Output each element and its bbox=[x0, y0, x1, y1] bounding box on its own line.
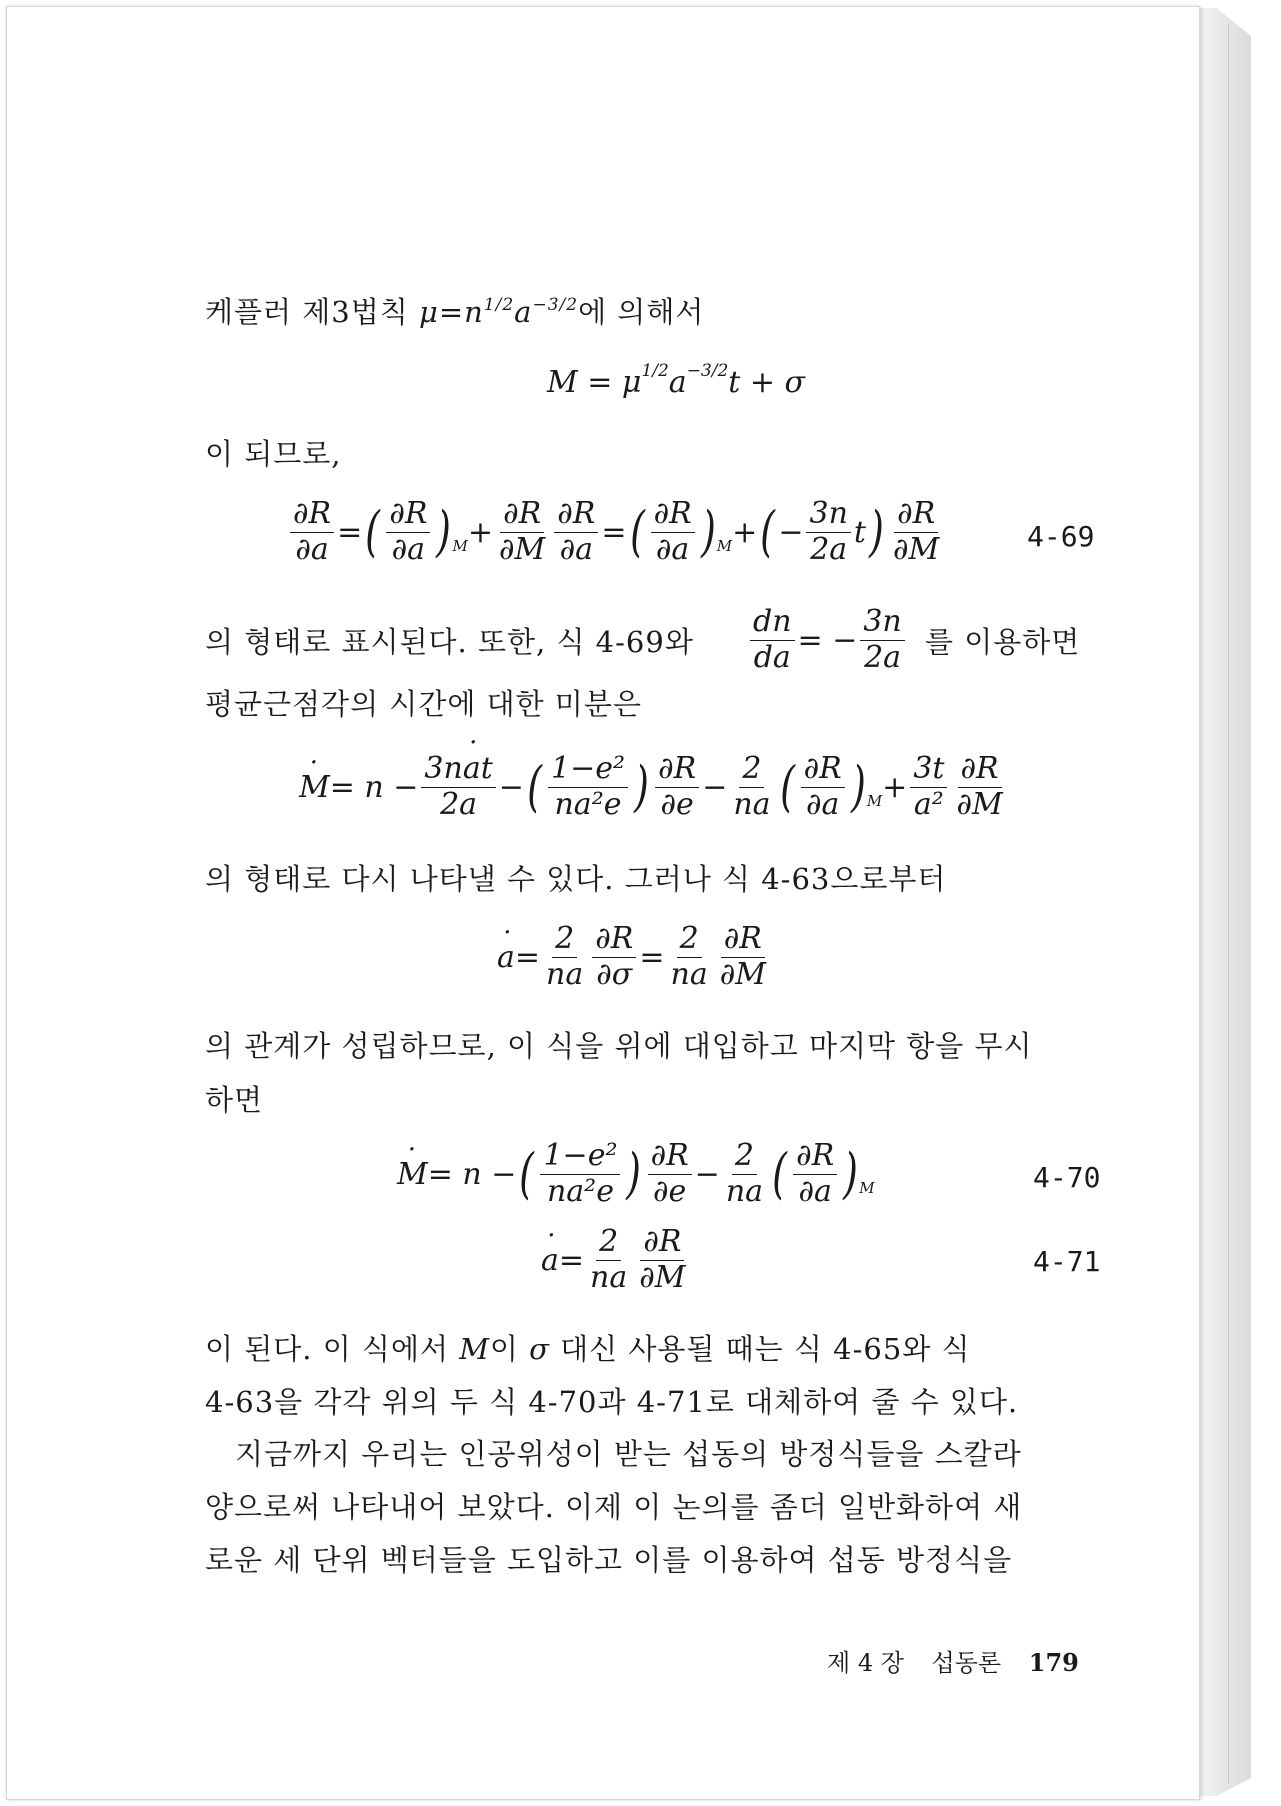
line-3-suffix: 를 이용하면 bbox=[925, 625, 1081, 659]
footer-chapter: 제 4 장 bbox=[827, 1649, 904, 1677]
equation-semimajor-rate: a · = $\frac{2}{na}$ $\frac{\partial R}{\partial\sigma}$ = $\frac{2}{na}$ $\frac{\partial R}{\partial M}$ bbox=[497, 922, 772, 992]
text-line-5: 의 형태로 다시 나타낼 수 있다. 그러나 식 4-63으로부터 bbox=[205, 862, 947, 896]
inline-math-kepler: $\mu=n^{1/2}a^{-3/2}$ bbox=[418, 295, 579, 329]
footer-title: 섭동론 bbox=[931, 1649, 1002, 1677]
page-edge-line bbox=[1228, 24, 1229, 1784]
equation-4-71: a · = $\frac{2}{na}$ $\frac{\partial R}{\partial M}$ bbox=[541, 1225, 691, 1295]
text-line-9: 4-63을 각각 위의 두 식 4-70과 4-71로 대체하여 줄 수 있다. bbox=[205, 1385, 1019, 1419]
text-line-2: 이 되므로, bbox=[205, 437, 342, 471]
equation-mean-anomaly-rate: M · = n − $\frac{3na \cdot t}{2a}$ − ( $\frac{\text{1−e²}}{\text{na²e}}$ ) $\frac{\partial R}{\partial e}$ − $\frac{2}{na}$ ( $\frac{\partial R}{\partial a}$ ) M + $\frac{3t}{\text{a²}}$ $\frac{\partial R}{\partial M}$ bbox=[299, 752, 1009, 822]
equation-mean-anomaly: M = μ 1/2 a −3/2 t + σ bbox=[547, 360, 806, 400]
line-8-suffix: 대신 사용될 때는 식 4-65와 식 bbox=[549, 1332, 971, 1366]
line-1-suffix: 에 의해서 bbox=[578, 295, 705, 329]
inline-symbol-sigma: σ bbox=[529, 1332, 550, 1366]
running-footer bbox=[827, 1643, 1079, 1678]
text-line-6: 의 관계가 성립하므로, 이 식을 위에 대입하고 마지막 항을 무시 bbox=[205, 1029, 1033, 1063]
line-8-mid: 이 bbox=[489, 1332, 530, 1366]
equation-4-70: M · = n − ( $\frac{\text{1−e²}}{\text{na²e}}$ ) $\frac{\partial R}{\partial e}$ − $\frac{2}{na}$ ( $\frac{\partial R}{\partial a}$ ) M bbox=[397, 1139, 875, 1209]
equation-4-69: $\frac{\partial R}{\partial a}$ = ( $\frac{\partial R}{\partial a}$ ) M + $\frac{\partial R}{\partial M}$ $\frac{\partial R}{\partial a}$ = ( $\frac{\partial R}{\partial a}$ ) M + ( − $\frac{3n}{2a}$ t ) $\frac{\partial R}{\partial M}$ bbox=[287, 497, 945, 567]
text-line-4: 평균근점각의 시간에 대한 미분은 bbox=[205, 687, 642, 721]
equation-number-4-69: 4-69 bbox=[1027, 520, 1095, 553]
inline-symbol-M: M bbox=[459, 1332, 490, 1366]
book-page bbox=[6, 6, 1200, 1800]
line-8-prefix: 이 된다. 이 식에서 bbox=[205, 1332, 460, 1366]
line-3-text: 의 형태로 표시된다. 또한, 식 4-69와 bbox=[205, 625, 694, 659]
text-line-7: 하면 bbox=[205, 1083, 264, 1117]
book-page-edges bbox=[1198, 8, 1251, 1796]
equation-number-4-70: 4-70 bbox=[1033, 1161, 1101, 1194]
text-line-11: 양으로써 나타내어 보았다. 이제 이 논의를 좀더 일반화하여 새 bbox=[205, 1490, 1023, 1524]
text-line-8 bbox=[205, 1327, 971, 1368]
inline-equation-dn-da: $\frac{dn}{da}$ = − $\frac{3n}{2a}$ bbox=[747, 605, 908, 675]
text-line-3 bbox=[205, 620, 694, 661]
line-1-prefix: 케플러 제3법칙 bbox=[205, 295, 419, 329]
text-line-12: 로운 세 단위 벡터들을 도입하고 이를 이용하여 섭동 방정식을 bbox=[205, 1543, 1013, 1577]
page-number: 179 bbox=[1028, 1648, 1079, 1677]
text-line-10: 지금까지 우리는 인공위성이 받는 섭동의 방정식들을 스칼라 bbox=[235, 1437, 1022, 1471]
equation-number-4-71: 4-71 bbox=[1033, 1245, 1101, 1278]
text-line-1 bbox=[205, 290, 704, 331]
